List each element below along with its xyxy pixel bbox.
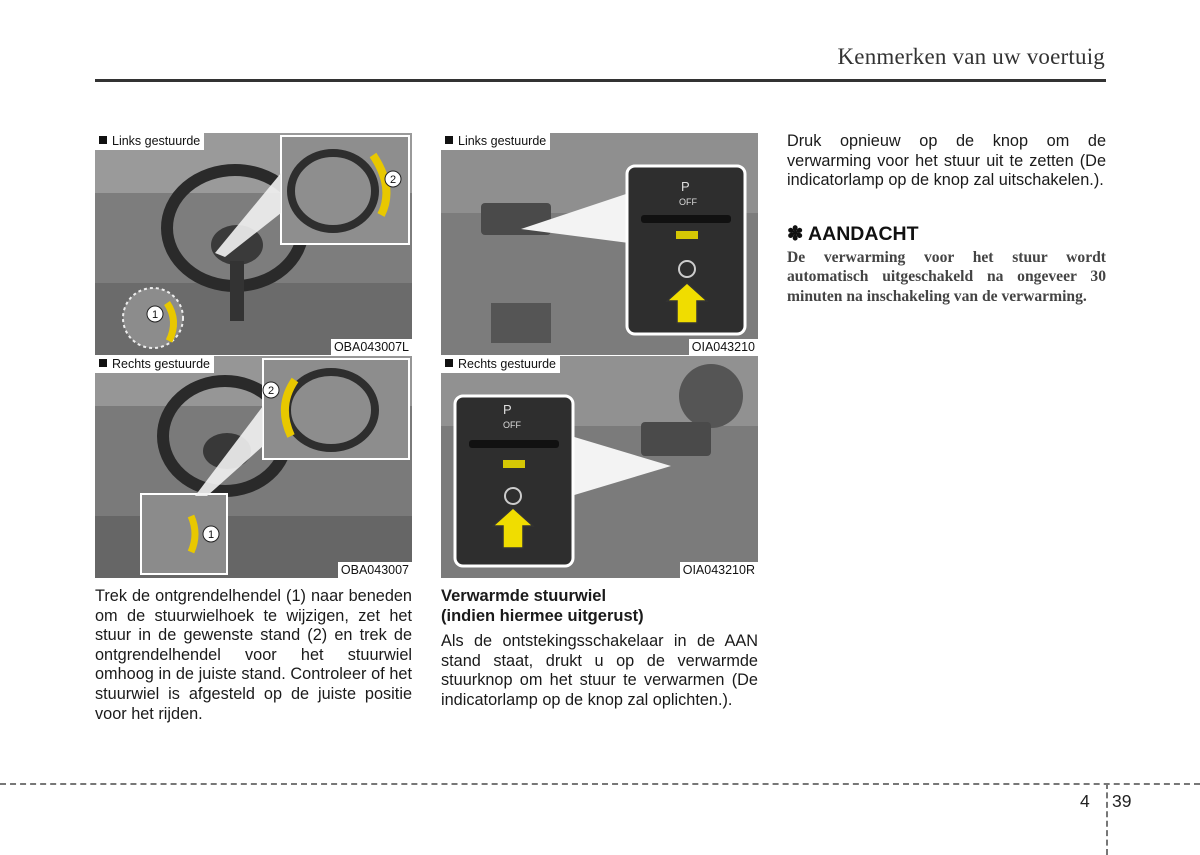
callout-2-rhd: 2 [267, 385, 275, 397]
callout-2: 2 [389, 174, 397, 186]
figure-code: OIA043210R [680, 562, 758, 578]
svg-text:P: P [503, 402, 512, 417]
steering-rhd-illustration [95, 356, 412, 578]
steering-lhd-illustration [95, 133, 412, 355]
figure-tag: Links gestuurde [95, 133, 204, 150]
figure-tag: Rechts gestuurde [441, 356, 560, 373]
chapter-number: 4 [1080, 791, 1090, 811]
callout-1-rhd: 1 [207, 529, 215, 541]
figure-code: OBA043007L [331, 339, 412, 355]
figure-tag: Links gestuurde [441, 133, 550, 150]
figure-steering-lhd [95, 133, 412, 355]
button-off-label: OFF [679, 197, 697, 207]
caution-title: ✽ AANDACHT [787, 223, 919, 245]
footer-divider [1106, 783, 1108, 855]
heated-button-lhd-illustration [441, 133, 758, 355]
turn-off-paragraph: Druk opnieuw op de knop om de verwarming voor het stuur uit te zetten (De indicatorlamp op de knop zal uitschakelen.). [787, 132, 1106, 190]
heated-wheel-heading-line2: (indien hiermee uitgerust) [441, 607, 644, 625]
header-title: Kenmerken van uw voertuig [837, 44, 1105, 69]
callout-1: 1 [151, 309, 159, 321]
steering-adjust-paragraph: Trek de ontgrendelhendel (1) naar beneden om de stuurwielhoek te wijzigen, zet het stuur in de gewenste stand (2) en trek de ontgrendelhendel voor het stuurwiel omhoog in de juiste stand. Controleer of het stuurwiel is afgesteld op de juiste positie voor het rijden. [95, 587, 412, 723]
figure-tag: Rechts gestuurde [95, 356, 214, 373]
svg-text:P: P [681, 179, 690, 194]
button-off-label-rhd: OFF [503, 420, 521, 430]
header-rule [95, 79, 1106, 82]
heated-wheel-heading-line1: Verwarmde stuurwiel [441, 587, 607, 605]
figure-code: OIA043210 [689, 339, 758, 355]
heated-button-rhd-illustration [441, 356, 758, 578]
caution-text: De verwarming voor het stuur wordt automatisch uitgeschakeld na ongeveer 30 minuten na inschakeling van de verwarming. [787, 249, 1106, 305]
figure-code: OBA043007 [338, 562, 412, 578]
figure-heated-button-rhd [441, 356, 758, 578]
figure-steering-rhd [95, 356, 412, 578]
footer-rule [0, 783, 1200, 785]
figure-heated-button-lhd [441, 133, 758, 355]
page-number: 39 [1112, 791, 1132, 811]
heated-wheel-paragraph: Als de ontstekingsschakelaar in de AAN stand staat, drukt u op de verwarmde stuurknop om het stuur te verwarmen (De indicatorlamp op de knop zal oplichten.). [441, 632, 758, 709]
